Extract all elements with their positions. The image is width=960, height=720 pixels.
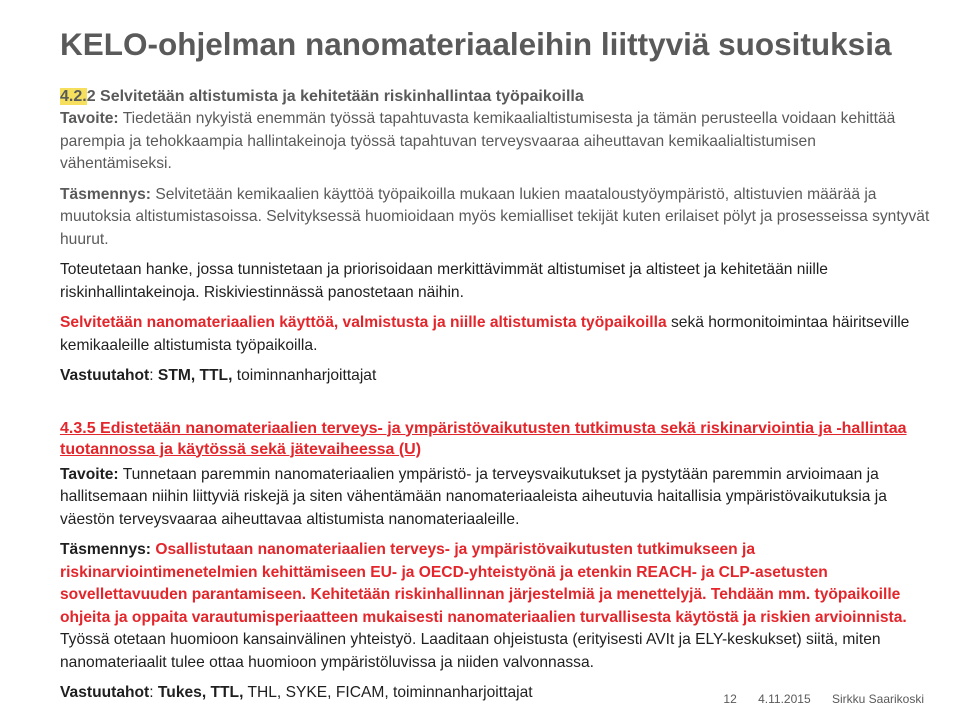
vastuutahot-paragraph-1 (60, 365, 930, 388)
vastuutahot-rest: THL, SYKE, FICAM, toiminnanharjoittajat (243, 684, 533, 701)
emphasis-red-text: Selvitetään nanomateriaalien käyttöä, valmistusta ja niille altistumista työpaikoilla (60, 314, 667, 331)
toteutus-paragraph: Toteutetaan hanke, jossa tunnistetaan ja priorisoidaan merkittävimmät altistumiset ja altisteet ja kehitetään niille riskinhallintakeinoja. Riskiviestinnässä panostetaan näihin. (60, 261, 828, 301)
footer-date: 4.11.2015 (758, 692, 811, 706)
tasmennys-paragraph-2 (60, 539, 930, 674)
section-heading-text: 2 Selvitetään altistumista ja kehitetään riskinhallintaa työpaikoilla (86, 88, 584, 105)
tasmennys-paragraph-1 (60, 184, 930, 252)
tavoite-paragraph-1 (60, 108, 930, 176)
tavoite-label: Tavoite: (60, 465, 119, 483)
vastuutahot-colon: : (149, 684, 158, 701)
tasmennys-label: Täsmennys: (60, 541, 151, 558)
section-4-3-5-heading: 4.3.5 Edistetään nanomateriaalien terveys- ja ympäristövaikutusten tutkimusta sekä riskinarviointia ja -hallintaa tuotannossa ja käytössä sekä jätevaiheessa (U) (60, 419, 907, 458)
tavoite-text: Tunnetaan paremmin nanomateriaalien ympäristö- ja terveysvaikutukset ja pystytään paremmin arvioimaan ja hallitsemaan niihin liittyviä riskejä ja siten vähentämään nanomateriaaleista aiheutuvia haitallisia ympäristövaikutuksia ja väestön terveysvaaraa aiheuttavaa altistumista nanomateriaaleille. (60, 465, 887, 528)
vastuutahot-rest: toiminnanharjoittajat (232, 367, 377, 384)
vastuutahot-bold: STM, TTL, (157, 367, 233, 384)
vastuutahot-colon: : (149, 367, 158, 384)
footer-author: Sirkku Saarikoski (831, 692, 924, 706)
tavoite-paragraph-2 (60, 464, 930, 532)
tasmennys-red-text: Osallistutaan nanomateriaalien terveys- ja ympäristövaikutusten tutkimukseen ja riskinarviointimenetelmien kehittämiseen EU- ja OECD-yhteistyönä ja etenkin REACH- ja CLP-asetusten sovellettavuuden parantamiseen. Kehitetään riskinhallinnan järjestelmiä ja menettelyjä. Tehdään mm. työpaikoille ohjeita ja oppaita varautumisperiaatteen mukaisesti nanomateriaalien turvallisesta käytöstä ja riskien arvioinnista. (60, 541, 907, 626)
tavoite-text: Tiedetään nykyistä enemmän työssä tapahtuvasta kemikaalialtistumisesta ja tämän perusteella voidaan kehittää parempia ja tehokkaampia hallintakeinoja työssä tapahtuvan terveysvaaraa aiheuttavan kemikaalialtistumisen vähentämiseksi. (60, 110, 896, 172)
slide-title: KELO-ohjelman nanomateriaaleihin liittyviä suosituksia (60, 26, 892, 62)
section-4-2-2-heading (60, 86, 930, 108)
slide-footer (705, 692, 924, 706)
section-number-highlight: 4.2. (60, 88, 87, 105)
page-number: 12 (723, 692, 737, 706)
tasmennys-label: Täsmennys: (60, 185, 151, 203)
vastuutahot-label: Vastuutahot (60, 367, 150, 384)
slide-content (60, 86, 930, 713)
emphasis-paragraph (60, 312, 930, 357)
tasmennys-text: Selvitetään kemikaalien käyttöä työpaikoilla mukaan lukien maataloustyöympäristö, altistuvien määrää ja muutoksia altistumistasoissa. Selvityksessä huomioidaan myös kemialliset tekijät kuten erilaiset pölyt ja prosesseissa syntyvät huurut. (60, 185, 930, 248)
tavoite-label: Tavoite: (60, 110, 119, 127)
section-spacer (60, 396, 930, 418)
vastuutahot-label: Vastuutahot (60, 684, 150, 701)
tasmennys-rest-text: Työssä otetaan huomioon kansainvälinen yhteistyö. Laaditaan ohjeistusta (erityisesti AVIt ja ELY-keskukset) siitä, miten nanomateriaalit tulee ottaa huomioon ympäristöluvissa ja niiden valvonnassa. (60, 631, 881, 671)
vastuutahot-bold: Tukes, TTL, (157, 684, 244, 701)
emphasis-rest-text: sekä hormonitoimintaa häiritseville kemikaaleille altistumista työpaikoilla. (60, 314, 910, 354)
